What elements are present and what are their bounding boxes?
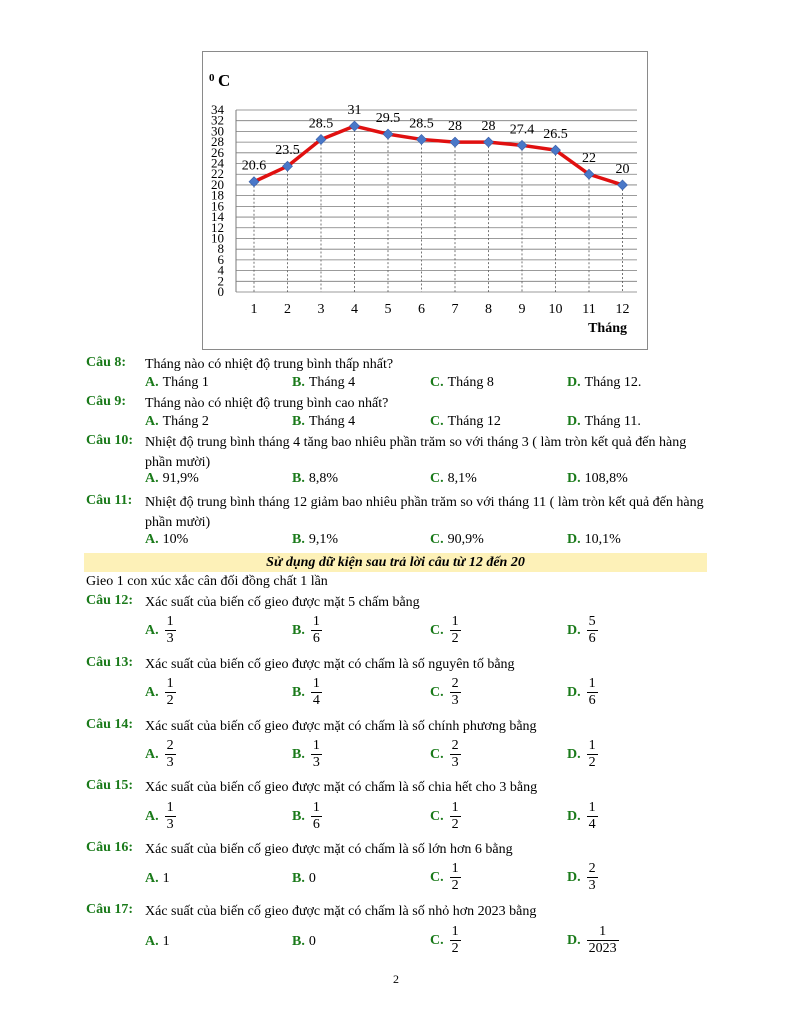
data-label: 28: [448, 119, 462, 135]
data-label: 28.5: [409, 116, 434, 132]
answer-option[interactable]: [145, 738, 176, 771]
data-point: [383, 129, 393, 139]
option-text: 9,1%: [308, 532, 339, 547]
option-letter: C.: [430, 746, 444, 762]
option-letter: C.: [430, 622, 444, 638]
data-label: 31: [347, 103, 362, 119]
option-letter: B.: [292, 808, 305, 824]
y-axis-label: C: [218, 71, 231, 90]
fraction: [587, 676, 598, 709]
fraction-numerator: 1: [166, 800, 174, 815]
fraction-numerator: 2: [588, 861, 596, 876]
option-text: Tháng 12.: [584, 375, 642, 390]
y-tick-label: 30: [211, 123, 224, 139]
answer-option[interactable]: [145, 532, 188, 548]
option-letter: B.: [292, 414, 305, 429]
option-letter: C.: [430, 808, 444, 824]
option-letter: A.: [145, 746, 159, 762]
option-text: Tháng 1: [162, 375, 209, 390]
option-letter: D.: [567, 746, 581, 762]
option-letter: A.: [145, 808, 159, 824]
data-label: 26.5: [543, 127, 568, 143]
fraction-numerator: 1: [166, 676, 174, 691]
question-text: Tháng nào có nhiệt độ trung bình cao nhất?: [145, 396, 389, 411]
fraction: [587, 800, 598, 833]
fraction-numerator: 5: [588, 614, 596, 629]
answer-option[interactable]: [430, 676, 461, 709]
option-letter: B.: [292, 375, 305, 390]
y-tick-label: 16: [211, 198, 224, 214]
data-label: 22: [582, 151, 596, 167]
option-letter: D.: [567, 471, 581, 486]
fraction: [311, 738, 322, 771]
fraction: [587, 924, 619, 957]
fraction-denominator: 2: [166, 693, 174, 708]
x-tick-label: 11: [582, 302, 596, 317]
fraction-numerator: 1: [588, 676, 596, 691]
option-letter: B.: [292, 471, 305, 486]
option-text: 0: [308, 934, 316, 949]
fraction-numerator: 1: [312, 676, 320, 691]
option-letter: C.: [430, 869, 444, 885]
option-letter: C.: [430, 471, 444, 486]
option-text: Tháng 2: [162, 414, 209, 429]
fraction-numerator: 1: [312, 738, 320, 753]
question-label: Câu 12:: [86, 593, 134, 608]
question-label: Câu 15:: [86, 778, 134, 793]
fraction: [450, 676, 461, 709]
option-letter: D.: [567, 375, 581, 390]
fraction-denominator: 4: [588, 817, 596, 832]
answer-option[interactable]: [145, 871, 170, 887]
y-tick-label: 18: [211, 187, 224, 203]
question-text: Xác suất của biến cố gieo được mặt có chấm là số chính phương bằng: [145, 719, 537, 734]
option-text: Tháng 12: [447, 414, 501, 429]
option-letter: B.: [292, 684, 305, 700]
answer-option[interactable]: [292, 532, 338, 548]
option-text: 108,8%: [584, 471, 628, 486]
x-tick-label: 8: [485, 302, 492, 317]
fraction: [311, 614, 322, 647]
question-text: Nhiệt độ trung bình tháng 4 tăng bao nhiêu phần trăm so với tháng 3 ( làm tròn kết quả đến hàng phần mười): [145, 435, 687, 470]
fraction: [165, 738, 176, 771]
option-letter: C.: [430, 932, 444, 948]
fraction: [587, 861, 598, 894]
fraction-denominator: 3: [588, 878, 596, 893]
fraction-numerator: 1: [451, 924, 459, 939]
fraction-denominator: 6: [312, 817, 320, 832]
option-text: Tháng 11.: [584, 414, 641, 429]
fraction-denominator: 3: [451, 693, 459, 708]
option-text: Tháng 4: [308, 414, 356, 429]
fraction-numerator: 2: [451, 738, 459, 753]
fraction-denominator: 4: [312, 693, 320, 708]
option-letter: A.: [145, 414, 159, 429]
answer-option[interactable]: [567, 614, 598, 647]
fraction-denominator: 2: [451, 817, 459, 832]
option-text: 90,9%: [447, 532, 484, 547]
x-tick-label: 3: [317, 302, 325, 317]
answer-option[interactable]: [145, 676, 176, 709]
answer-option[interactable]: [292, 375, 355, 391]
answer-option[interactable]: [292, 738, 322, 771]
y-tick-label: 6: [217, 251, 224, 267]
x-tick-label: 4: [351, 302, 358, 317]
fraction-denominator: 2023: [588, 941, 617, 956]
answer-option[interactable]: [430, 738, 461, 771]
answer-option[interactable]: [292, 471, 338, 487]
y-tick-label: 34: [211, 102, 224, 117]
question-text: Xác suất của biến cố gieo được mặt 5 chấm bằng: [145, 595, 420, 610]
fraction: [311, 800, 322, 833]
answer-option[interactable]: [567, 532, 621, 548]
answer-option[interactable]: [292, 800, 322, 833]
option-letter: C.: [430, 375, 444, 390]
fraction-denominator: 6: [588, 631, 596, 646]
answer-option[interactable]: [567, 414, 641, 430]
answer-option[interactable]: [567, 800, 598, 833]
fraction: [450, 924, 461, 957]
y-tick-label: 4: [217, 262, 224, 278]
data-point: [350, 121, 360, 131]
fraction: [450, 738, 461, 771]
option-text: 1: [162, 871, 170, 886]
fraction-denominator: 2: [588, 755, 596, 770]
fraction-numerator: 1: [166, 614, 174, 629]
fraction-denominator: 6: [312, 631, 320, 646]
answer-option[interactable]: [145, 375, 209, 391]
question-label: Câu 8:: [86, 355, 127, 370]
question-text: Nhiệt độ trung bình tháng 12 giảm bao nhiêu phần trăm so với tháng 11 ( làm tròn kết quả đến hàng phần mười): [145, 495, 704, 530]
fraction-numerator: 1: [451, 861, 459, 876]
fraction-numerator: 1: [451, 614, 459, 629]
x-tick-label: 1: [250, 302, 258, 317]
question-label: Câu 17:: [86, 902, 134, 917]
y-tick-label: 12: [211, 219, 224, 235]
data-label: 27.4: [509, 122, 535, 138]
option-letter: A.: [145, 934, 159, 949]
option-text: 8,8%: [308, 471, 339, 486]
question-text: Tháng nào có nhiệt độ trung bình thấp nhất?: [145, 357, 394, 372]
question-text: Xác suất của biến cố gieo được mặt có chấm là số nhỏ hơn 2023 bằng: [145, 904, 537, 919]
answer-option[interactable]: [292, 934, 316, 950]
answer-option[interactable]: [430, 924, 461, 957]
option-letter: C.: [430, 684, 444, 700]
y-tick-label: 0: [217, 284, 224, 299]
y-tick-label: 28: [211, 134, 224, 150]
option-text: 10,1%: [584, 532, 621, 547]
answer-option[interactable]: [145, 800, 176, 833]
fraction-numerator: 2: [451, 676, 459, 691]
fraction-numerator: 1: [312, 800, 320, 815]
question-label: Câu 10:: [86, 433, 134, 448]
y-tick-label: 22: [211, 166, 224, 182]
fraction-numerator: 1: [587, 924, 619, 941]
option-letter: D.: [567, 532, 581, 547]
option-letter: A.: [145, 684, 159, 700]
temperature-chart: [202, 51, 648, 350]
fraction-denominator: 3: [451, 755, 459, 770]
answer-option[interactable]: [145, 614, 176, 647]
fraction: [311, 676, 322, 709]
fraction-denominator: 3: [312, 755, 320, 770]
data-label: 28: [481, 119, 496, 135]
fraction-numerator: 1: [588, 738, 596, 753]
data-point: [484, 137, 494, 147]
x-tick-label: 9: [518, 302, 526, 317]
data-label: 29.5: [375, 111, 401, 127]
option-letter: D.: [567, 622, 581, 638]
y-tick-label: 32: [211, 112, 224, 128]
y-tick-label: 8: [217, 241, 224, 257]
fraction: [587, 738, 598, 771]
y-tick-label: 10: [211, 230, 224, 246]
data-point: [450, 137, 460, 147]
option-letter: B.: [292, 871, 305, 886]
fraction-numerator: 1: [588, 800, 596, 815]
answer-option[interactable]: [292, 614, 322, 647]
x-tick-label: 6: [418, 302, 425, 317]
fraction: [165, 676, 176, 709]
option-text: 91,9%: [162, 471, 199, 486]
fraction-numerator: 1: [451, 800, 459, 815]
option-letter: C.: [430, 414, 444, 429]
option-letter: B.: [292, 532, 305, 547]
question-label: Câu 13:: [86, 655, 134, 670]
fraction-denominator: 2: [451, 878, 459, 893]
data-label: 28.5: [308, 116, 334, 132]
fraction: [165, 800, 176, 833]
fraction-denominator: 2: [451, 631, 459, 646]
data-point: [417, 134, 427, 144]
x-tick-label: 7: [451, 302, 459, 317]
answer-option[interactable]: [430, 614, 461, 647]
question-label: Câu 16:: [86, 840, 134, 855]
fraction-numerator: 1: [312, 614, 320, 629]
answer-option[interactable]: [145, 414, 209, 430]
fraction: [450, 800, 461, 833]
answer-option[interactable]: [567, 471, 628, 487]
option-letter: A.: [145, 871, 159, 886]
option-letter: A.: [145, 375, 159, 390]
data-label: 20: [615, 161, 630, 177]
option-letter: B.: [292, 746, 305, 762]
answer-option[interactable]: [567, 861, 598, 894]
option-letter: D.: [567, 808, 581, 824]
question-label: Câu 9:: [86, 394, 127, 409]
option-letter: C.: [430, 532, 444, 547]
option-text: 1: [162, 934, 170, 949]
fraction: [450, 614, 461, 647]
x-tick-label: 10: [548, 302, 563, 317]
option-text: 10%: [162, 532, 189, 547]
question-text: Xác suất của biến cố gieo được mặt có chấm là số nguyên tố bằng: [145, 657, 515, 672]
fraction-numerator: 2: [166, 738, 174, 753]
fraction-denominator: 3: [166, 817, 174, 832]
answer-option[interactable]: [430, 861, 461, 894]
option-text: Tháng 4: [308, 375, 356, 390]
question-label: Câu 14:: [86, 717, 134, 732]
x-axis-label: Tháng: [588, 321, 627, 336]
option-text: 0: [308, 871, 316, 886]
data-label: 20.6: [241, 158, 267, 174]
option-letter: A.: [145, 532, 159, 547]
section-banner: Sử dụng dữ kiện sau trả lời câu từ 12 đến 20: [84, 553, 707, 572]
fraction-denominator: 2: [451, 941, 459, 956]
page-number: 2: [393, 972, 399, 986]
fraction: [450, 861, 461, 894]
fraction: [165, 614, 176, 647]
intro-text: Gieo 1 con xúc xắc cân đối đồng chất 1 lần: [86, 574, 328, 589]
option-letter: D.: [567, 414, 581, 429]
answer-option[interactable]: [430, 414, 501, 430]
option-letter: D.: [567, 932, 581, 948]
data-point: [618, 180, 628, 190]
answer-option[interactable]: [292, 871, 316, 887]
answer-option[interactable]: [145, 471, 199, 487]
question-text: Xác suất của biến cố gieo được mặt có chấm là số lớn hơn 6 bằng: [145, 842, 513, 857]
x-tick-label: 5: [384, 302, 392, 317]
data-label: 23.5: [275, 143, 300, 159]
option-text: 8,1%: [447, 471, 477, 486]
option-text: Tháng 8: [447, 375, 494, 390]
answer-option[interactable]: [567, 924, 619, 957]
question-label: Câu 11:: [86, 493, 133, 508]
answer-option[interactable]: [567, 375, 641, 391]
y-tick-label: 2: [217, 273, 224, 289]
answer-option[interactable]: [145, 934, 170, 950]
answer-option[interactable]: [430, 800, 461, 833]
fraction-denominator: 3: [166, 631, 174, 646]
x-tick-label: 12: [615, 302, 630, 317]
option-letter: D.: [567, 869, 581, 885]
line-chart: [203, 52, 649, 351]
answer-option[interactable]: [292, 414, 355, 430]
y-tick-label: 26: [211, 144, 224, 160]
question-text: Xác suất của biến cố gieo được mặt có chấm là số chia hết cho 3 bằng: [145, 780, 538, 795]
fraction: [587, 614, 598, 647]
fraction-denominator: 3: [166, 755, 174, 770]
answer-option[interactable]: [567, 738, 598, 771]
y-axis-label-superscript: 0: [209, 72, 215, 84]
answer-option[interactable]: [567, 676, 598, 709]
answer-option[interactable]: [430, 375, 494, 391]
answer-option[interactable]: [292, 676, 322, 709]
y-tick-label: 24: [211, 155, 224, 171]
option-letter: A.: [145, 622, 159, 638]
y-tick-label: 14: [211, 209, 224, 225]
option-letter: D.: [567, 684, 581, 700]
option-letter: B.: [292, 622, 305, 638]
answer-option[interactable]: [430, 471, 477, 487]
option-letter: B.: [292, 934, 305, 949]
x-tick-label: 2: [284, 302, 291, 317]
answer-option[interactable]: [430, 532, 484, 548]
option-letter: A.: [145, 471, 159, 486]
y-tick-label: 20: [211, 176, 224, 192]
fraction-denominator: 6: [588, 693, 596, 708]
